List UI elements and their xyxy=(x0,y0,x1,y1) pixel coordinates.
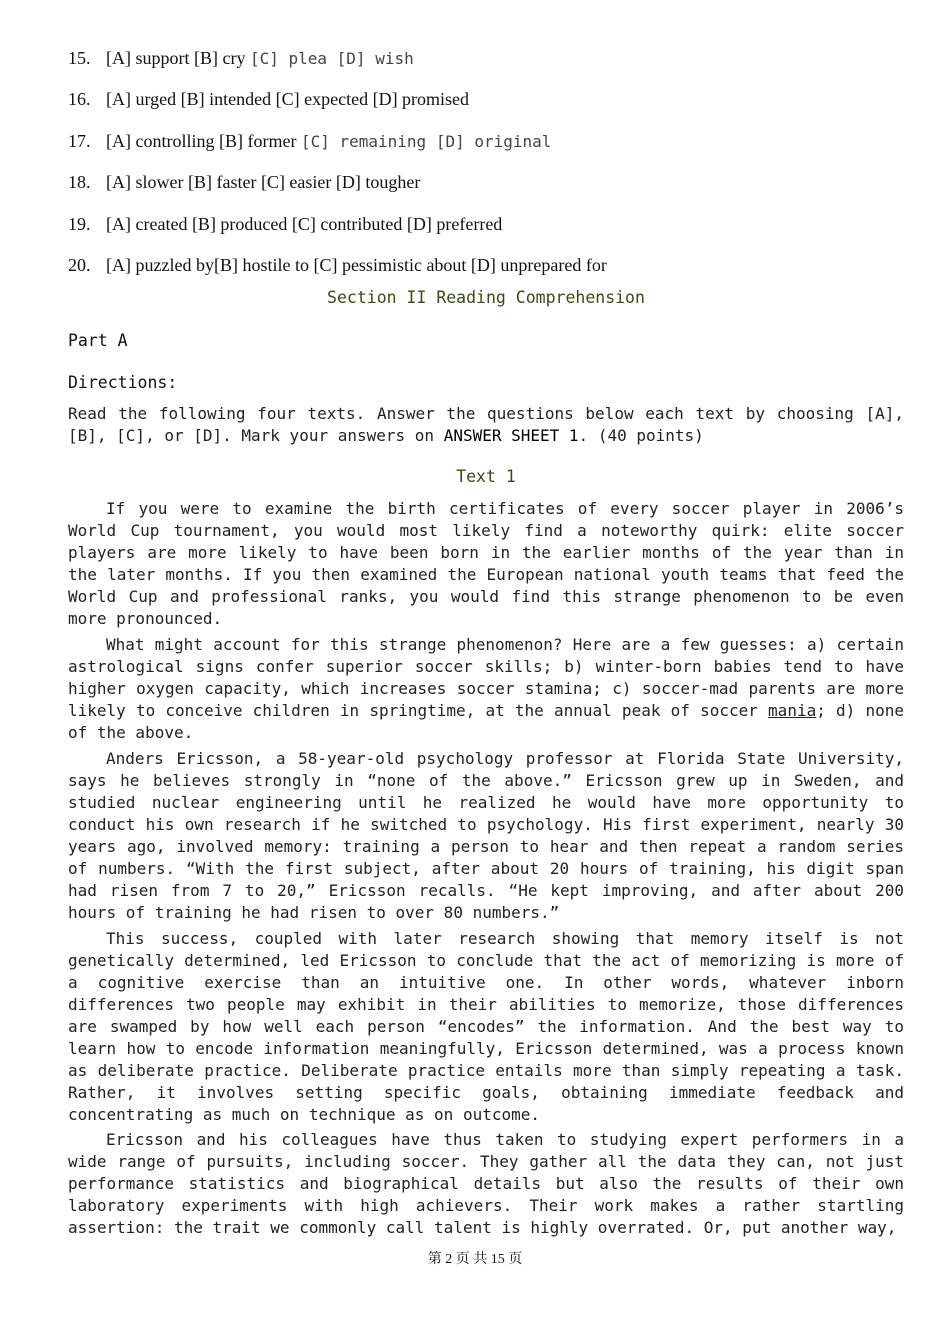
part-label: Part A xyxy=(68,331,128,350)
option-text: [A] puzzled by[B] hostile to [C] pessimistic about [D] unprepared for xyxy=(106,255,607,275)
directions-before: Read the following four texts. Answer the questions below each text by choosing [A], [B], [C], or [D]. Mark your answers on xyxy=(68,404,904,445)
option-text: [A] urged [B] intended [C] expected [D] promised xyxy=(106,89,470,109)
option-text: [A] created [B] produced [C] contributed [D] preferred xyxy=(106,214,503,234)
paragraph-2-text: What might account for this strange phenomenon? Here are a few guesses: a) certain astrological signs confer superior soccer skills; b) winter-born babies tend to have higher oxygen capacity, which increases soccer stamina; c) soccer-mad parents are more likely to conceive children in springtime, at the annual peak of soccer xyxy=(68,635,904,720)
option-text-mono: [C] plea [D] wish xyxy=(249,49,414,68)
directions-after: . (40 points) xyxy=(578,426,704,445)
question-number: 16. xyxy=(68,89,91,109)
paragraph-2-end: ; d) none of the above. xyxy=(68,701,904,742)
question-number: 15. xyxy=(68,48,91,68)
page-footer: 第 2 页 共 15 页 xyxy=(427,1252,523,1267)
question-number: 17. xyxy=(68,131,91,151)
directions-text xyxy=(68,403,904,447)
text-title: Text 1 xyxy=(456,467,516,486)
option-text: [A] support [B] cry xyxy=(106,48,250,68)
paragraph-1: If you were to examine the birth certificates of every soccer player in 2006’s World Cup tournament, you would most likely find a noteworthy quirk: elite soccer players are more likely to have been born in the earlier months of the year than in the later months. If you then examined the European national youth teams that feed the World Cup and professional ranks, you would find this strange phenomenon to be even more pronounced. xyxy=(68,499,904,628)
option-text: [A] controlling [B] former xyxy=(106,131,301,151)
option-row-20 xyxy=(68,255,607,276)
option-row-16 xyxy=(68,89,469,110)
directions-label: Directions: xyxy=(68,373,178,392)
option-row-18 xyxy=(68,172,420,193)
question-number: 20. xyxy=(68,255,91,275)
option-row-15 xyxy=(68,48,414,69)
underlined-word: mania xyxy=(768,701,817,720)
paragraph-5: Ericsson and his colleagues have thus taken to studying expert performers in a wide range of pursuits, including soccer. They gather all the data they can, not just performance statistics and biographical details but also the results of their own laboratory experiments with high achievers. Their work makes a rather startling assertion: the trait we commonly call talent is highly overrated. Or, put another way, xyxy=(68,1130,904,1237)
option-row-19 xyxy=(68,214,502,235)
option-text: [A] slower [B] faster [C] easier [D] tougher xyxy=(106,172,421,192)
paragraph-4: This success, coupled with later research showing that memory itself is not genetically determined, led Ericsson to conclude that the act of memorizing is more of a cognitive exercise than an intuitive one. In other words, whatever inborn differences two people may exhibit in their abilities to memorize, those differences are swamped by how well each person “encodes” the information. And the best way to learn how to encode information meaningfully, Ericsson determined, was a process known as deliberate practice. Deliberate practice entails more than simply repeating a task. Rather, it involves setting specific goals, obtaining immediate feedback and concentrating as much on technique as on outcome. xyxy=(68,929,904,1124)
section-title: Section II Reading Comprehension xyxy=(327,288,645,307)
option-row-17 xyxy=(68,131,551,152)
question-number: 18. xyxy=(68,172,91,192)
paragraph-2 xyxy=(68,634,904,744)
option-text-mono: [C] remaining [D] original xyxy=(300,132,552,151)
paragraph-3: Anders Ericsson, a 58-year-old psychology professor at Florida State University, says he believes strongly in “none of the above.” Ericsson grew up in Sweden, and studied nuclear engineering until he realized he would have more opportunity to conduct his own research if he switched to psychology. His first experiment, nearly 30 years ago, involved memory: training a person to hear and then repeat a random series of numbers. “With the first subject, after about 20 hours of training, his digit span had risen from 7 to 20,” Ericsson recalls. “He kept improving, and after about 200 hours of training he had risen to over 80 numbers.” xyxy=(68,749,904,922)
question-number: 19. xyxy=(68,214,91,234)
answer-sheet-label: ANSWER SHEET 1 xyxy=(443,426,579,445)
